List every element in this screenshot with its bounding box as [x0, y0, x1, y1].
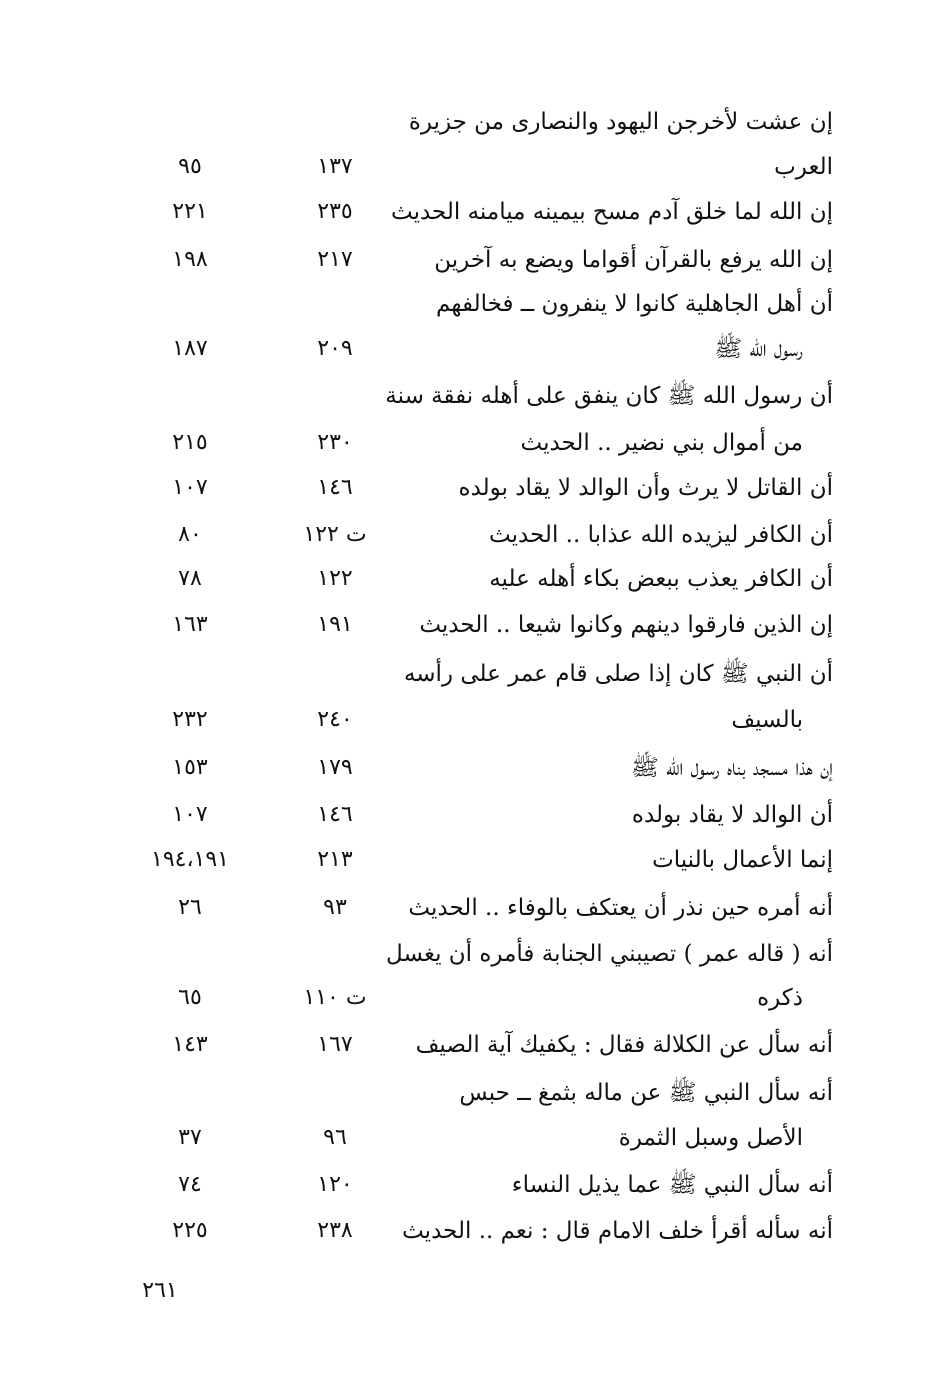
index-entry [0, 1023, 951, 1067]
index-entry [0, 190, 951, 234]
entry-ref-primary: ١٤٦ [317, 802, 353, 827]
entry-ref-primary: ٢٣٨ [317, 1218, 353, 1243]
entry-text: أنه سأله أقرأ خلف الامام قال : نعم .. الحديث [402, 1218, 833, 1244]
entry-ref-secondary: ٨٠ [178, 522, 202, 547]
entry-ref-primary: ٢١٣ [317, 847, 353, 872]
entry-ref-primary: ٩٣ [323, 895, 347, 920]
entry-text: من أموال بني نضير .. الحديث [520, 430, 803, 456]
entry-ref-secondary: ٢١٥ [172, 430, 208, 455]
entry-text: إن الذين فارقوا دينهم وكانوا شيعا .. الحديث [419, 612, 833, 638]
index-entry [0, 513, 951, 557]
entry-text: أنه سأل النبي ﷺ عن ماله بثمغ ــ حبس [459, 1080, 833, 1106]
index-entry [0, 746, 951, 790]
index-entry [0, 466, 951, 510]
entry-ref-secondary: ٧٨ [178, 566, 202, 591]
index-entry [0, 652, 951, 696]
entry-ref-secondary: ٣٧ [178, 1125, 202, 1150]
index-entry [0, 1071, 951, 1115]
entry-ref-primary: ١٢٠ [317, 1172, 353, 1197]
index-entry [0, 1209, 951, 1253]
entry-text: إن هذا مسجد بناه رسول الله ﷺ [630, 755, 833, 781]
index-entry [0, 374, 951, 418]
entry-ref-secondary: ١٥٣ [172, 755, 208, 780]
entry-text: إن الله لما خلق آدم مسح بيمينه ميامنه الحديث [390, 199, 833, 225]
entry-text: أن الكافر ليزيده الله عذابا .. الحديث [489, 522, 833, 548]
entry-ref-primary: ١٧٩ [317, 755, 353, 780]
entry-text: أن الوالد لا يقاد بولده [631, 802, 833, 828]
entry-ref-primary: ٩٦ [323, 1125, 347, 1150]
entry-text: إنما الأعمال بالنيات [652, 847, 833, 873]
entry-ref-primary: ١٩١ [317, 612, 353, 637]
entry-text: بالسيف [731, 707, 803, 733]
entry-ref-secondary: ٧٤ [178, 1172, 202, 1197]
entry-text: أنه سأل عن الكلالة فقال : يكفيك آية الصيف [415, 1032, 833, 1058]
index-entry [0, 145, 951, 189]
index-entry [0, 932, 951, 976]
entry-ref-primary: ت ١٢٢ [303, 522, 367, 547]
index-entry [0, 793, 951, 837]
entry-text: أن النبي ﷺ كان إذا صلى قام عمر على رأسه [403, 661, 833, 687]
entry-text: إن عشت لأخرجن اليهود والنصارى من جزيرة [408, 109, 833, 135]
entry-text: أن الكافر يعذب ببعض بكاء أهله عليه [489, 566, 833, 592]
entry-ref-primary: ٢٤٠ [317, 707, 353, 732]
entry-ref-primary: ١٤٦ [317, 475, 353, 500]
entry-ref-primary: ٢٠٩ [317, 336, 353, 361]
entry-text: أن رسول الله ﷺ كان ينفق على أهله نفقة سنة [385, 383, 833, 409]
entry-ref-secondary: ١٠٧ [172, 475, 208, 500]
index-entry [0, 838, 951, 882]
entry-ref-primary: ٢١٧ [317, 247, 353, 272]
entry-ref-secondary: ١٨٧ [172, 336, 208, 361]
entry-ref-secondary: ١٩٤،١٩١ [151, 847, 229, 872]
entry-ref-primary: ١٦٧ [317, 1032, 353, 1057]
entry-text: أنه ( قاله عمر ) تصيبني الجنابة فأمره أن يغسل [386, 941, 833, 967]
index-entry [0, 1163, 951, 1207]
entry-text: أنه أمره حين نذر أن يعتكف بالوفاء .. الحديث [408, 895, 833, 921]
entry-ref-primary: ١٢٢ [317, 566, 353, 591]
entry-ref-secondary: ١٩٨ [172, 247, 208, 272]
index-entry [0, 698, 951, 742]
entry-ref-primary: ١٣٧ [317, 154, 353, 179]
index-entry [0, 886, 951, 930]
index-entry [0, 327, 951, 371]
entry-text: إن الله يرفع بالقرآن أقواما ويضع به آخرين [434, 247, 833, 273]
entry-ref-primary: ٢٣٥ [317, 199, 353, 224]
entry-text: رسول الله ﷺ [714, 336, 803, 362]
entry-ref-secondary: ٦٥ [178, 985, 202, 1010]
entry-ref-secondary: ١٠٧ [172, 802, 208, 827]
entry-ref-secondary: ٢٢٥ [172, 1218, 208, 1243]
entry-ref-secondary: ٢٢١ [172, 199, 208, 224]
entry-text: الأصل وسبل الثمرة [618, 1125, 803, 1151]
index-entry [0, 603, 951, 647]
entry-text: أن أهل الجاهلية كانوا لا ينفرون ــ فخالفهم [436, 291, 833, 317]
entry-text: ذكره [757, 985, 803, 1011]
index-entry [0, 976, 951, 1020]
index-entry [0, 282, 951, 326]
index-entry [0, 1116, 951, 1160]
entry-ref-secondary: ٢٦ [178, 895, 202, 920]
entry-ref-secondary: ٩٥ [178, 154, 202, 179]
entry-ref-secondary: ١٤٣ [172, 1032, 208, 1057]
entry-ref-secondary: ٢٣٢ [172, 707, 208, 732]
entry-text: أن القاتل لا يرث وأن الوالد لا يقاد بولده [458, 475, 833, 501]
index-entry [0, 100, 951, 144]
index-entry [0, 557, 951, 601]
entry-text: أنه سأل النبي ﷺ عما يذيل النساء [511, 1172, 833, 1198]
index-entry [0, 421, 951, 465]
index-entry [0, 238, 951, 282]
entry-ref-primary: ٢٣٠ [317, 430, 353, 455]
entry-text: العرب [774, 154, 833, 180]
page-number: ٢٦١ [142, 1278, 178, 1303]
entry-ref-secondary: ١٦٣ [172, 612, 208, 637]
entry-ref-primary: ت ١١٠ [303, 985, 367, 1010]
